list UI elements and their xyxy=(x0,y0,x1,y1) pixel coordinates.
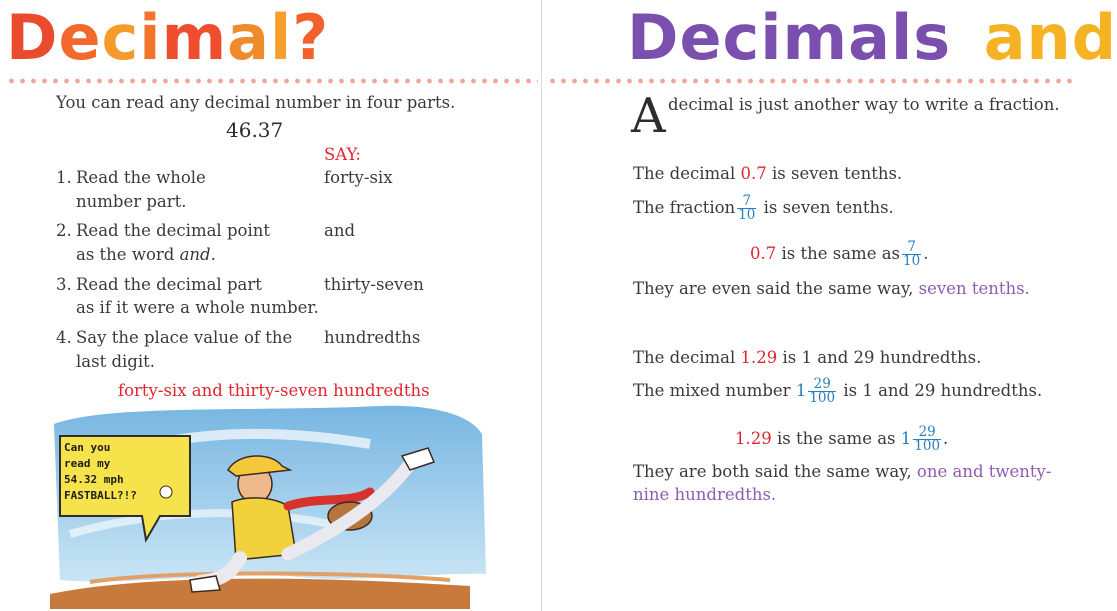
step-line-part: as the word xyxy=(76,245,180,264)
title-letter: m xyxy=(161,1,228,74)
step-number: 3. xyxy=(56,275,72,294)
step-line-part: . xyxy=(210,245,216,264)
dotted-divider xyxy=(6,78,538,84)
step-say: forty-six xyxy=(324,168,393,187)
step-say: thirty-seven xyxy=(324,275,424,294)
spoken-form: one and twenty- xyxy=(916,462,1052,481)
text-part: is seven tenths. xyxy=(766,164,903,183)
text-part: is the same as xyxy=(776,244,901,263)
bubble-line: FASTBALL?!? xyxy=(64,489,137,502)
step-say: hundredths xyxy=(324,328,421,347)
pitcher-illustration xyxy=(50,404,490,609)
title-letter: D xyxy=(6,1,59,74)
mixed-whole: 1 xyxy=(795,381,807,400)
title-letter: c xyxy=(101,1,140,74)
text-part: The decimal xyxy=(633,348,741,367)
text-part: The mixed number xyxy=(633,381,796,400)
paragraph xyxy=(633,279,1030,299)
dotted-divider xyxy=(547,78,1077,84)
paragraph xyxy=(633,193,894,223)
title-letter: l xyxy=(270,1,293,74)
title-letter: a xyxy=(227,1,271,74)
bubble-line: Can you xyxy=(64,441,111,454)
title-letter: e xyxy=(58,1,102,74)
paragraph xyxy=(633,462,1051,482)
text-part: The fraction xyxy=(633,198,736,217)
step-line-italic: and xyxy=(179,245,211,264)
right-intro: decimal is just another way to write a fraction. xyxy=(668,95,1060,114)
spoken-form: nine hundredths. xyxy=(633,485,777,504)
text-part: is 1 and 29 hundredths. xyxy=(838,381,1043,400)
step-line: Say the place value of the xyxy=(76,328,293,347)
fraction xyxy=(913,426,941,453)
text-part: The decimal xyxy=(633,164,741,183)
decimal-value: 0.7 xyxy=(750,244,777,263)
step-line xyxy=(76,245,216,265)
speech-bubble-text xyxy=(64,440,137,504)
step-number: 4. xyxy=(56,328,72,347)
step-number: 1. xyxy=(56,168,72,187)
pitchers-mound xyxy=(50,579,470,609)
example-number: 46.37 xyxy=(226,118,284,142)
decimal-value: 1.29 xyxy=(740,348,778,367)
text-part: is 1 and 29 hundredths. xyxy=(777,348,982,367)
decimal-value: 0.7 xyxy=(740,164,767,183)
paragraph xyxy=(633,348,981,368)
spoken-form: seven tenths. xyxy=(918,279,1030,298)
step-say: and xyxy=(324,221,356,240)
text-part: They are both said the same way, xyxy=(633,462,917,481)
fraction-numerator: 7 xyxy=(737,195,756,209)
decimal-value: 1.29 xyxy=(735,429,772,448)
equation xyxy=(750,239,928,269)
text-part: is seven tenths. xyxy=(758,198,894,217)
fraction-denominator: 100 xyxy=(809,390,836,406)
right-page-title xyxy=(627,1,1117,74)
paragraph xyxy=(633,376,1042,406)
page-gutter xyxy=(541,0,542,611)
right-page xyxy=(543,0,1117,611)
title-letter: ? xyxy=(292,1,330,74)
fraction-numerator: 29 xyxy=(913,426,941,440)
paragraph xyxy=(633,164,902,184)
fraction-denominator: 100 xyxy=(914,438,941,454)
drop-cap: A xyxy=(631,88,666,144)
say-label: SAY: xyxy=(324,145,361,164)
step-line: Read the decimal point xyxy=(76,221,270,240)
title-word: Decimals xyxy=(627,1,952,74)
text-part: They are even said the same way, xyxy=(633,279,919,298)
title-word: and xyxy=(983,1,1117,74)
fraction-denominator: 10 xyxy=(903,253,921,269)
baseball-icon xyxy=(160,486,172,498)
result-text: forty-six and thirty-seven hundredths xyxy=(118,381,430,400)
step-line: as if it were a whole number. xyxy=(76,298,319,317)
fraction xyxy=(737,195,756,222)
title-letter: i xyxy=(139,1,162,74)
left-page-title xyxy=(6,1,330,74)
text-part: is the same as xyxy=(771,429,901,448)
step-line: last digit. xyxy=(76,352,156,371)
fraction xyxy=(808,378,836,405)
fraction-denominator: 10 xyxy=(738,207,756,223)
bubble-line: 54.32 mph xyxy=(64,473,124,486)
fraction xyxy=(902,241,921,268)
step-line: Read the decimal part xyxy=(76,275,262,294)
equation xyxy=(735,424,948,454)
mixed-whole: 1 xyxy=(900,429,912,448)
text-part: . xyxy=(923,244,929,263)
step-number: 2. xyxy=(56,221,72,240)
fraction-numerator: 7 xyxy=(902,241,921,255)
text-part: . xyxy=(943,429,949,448)
bubble-line: read my xyxy=(64,457,111,470)
step-line: number part. xyxy=(76,192,187,211)
left-page xyxy=(0,0,541,611)
intro-text: You can read any decimal number in four parts. xyxy=(56,93,456,112)
fraction-numerator: 29 xyxy=(808,378,836,392)
step-line: Read the whole xyxy=(76,168,206,187)
